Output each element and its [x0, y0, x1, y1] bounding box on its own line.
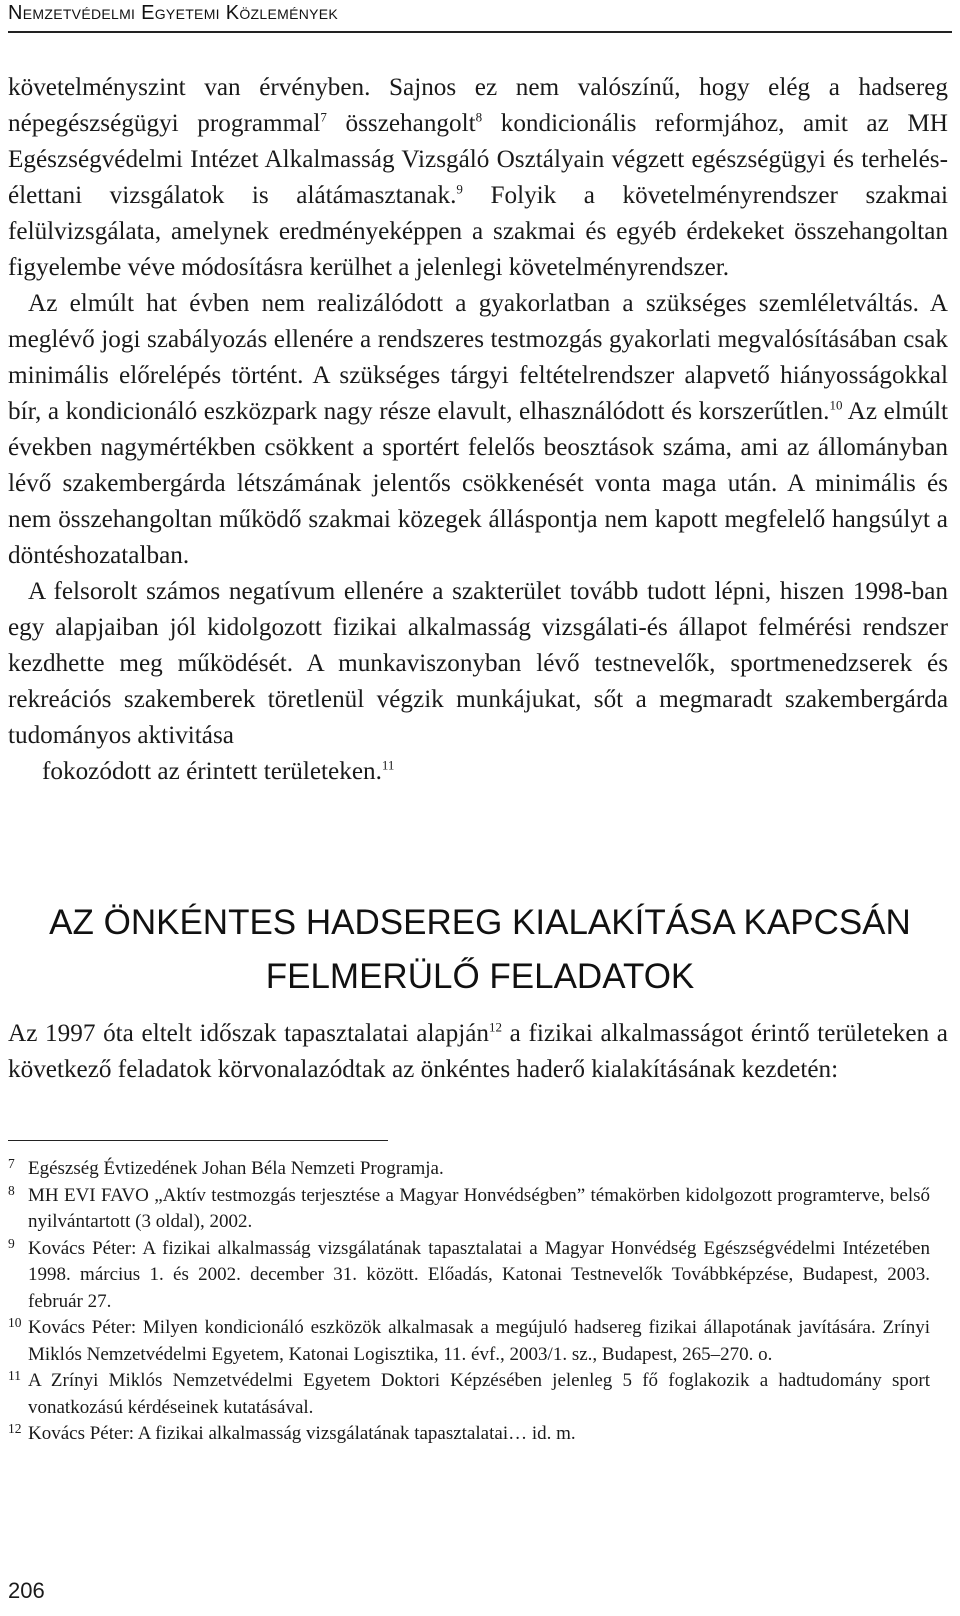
footnote-text: A Zrínyi Miklós Nemzetvédelmi Egyetem Doktori Képzésében jelenleg 5 fő foglakozik a hadtudomány sport vonatkozású kérdéseinek kutatásával. — [28, 1370, 930, 1418]
footnote-ref-7[interactable]: 7 — [320, 109, 327, 125]
footnote-ref-8[interactable]: 8 — [475, 109, 483, 125]
paragraph-1 — [8, 70, 948, 286]
paragraph-2 — [8, 286, 948, 574]
footnote-ref-11[interactable]: 11 — [381, 757, 395, 773]
footnote-number: 7 — [8, 1156, 15, 1171]
footnote-ref-9[interactable]: 9 — [456, 181, 463, 197]
text-run: Folyik a követelményrendszer szakmai felülvizsgálata, amelynek eredményeképpen a szakmai és egyéb érdekeket összehangoltan figyelembe véve módosításra kerülhet a jelenlegi követelményrendszer. — [8, 182, 949, 281]
paragraph-3-end — [8, 754, 948, 790]
footnote-10 — [8, 1315, 930, 1368]
footnote-text: MH EVI FAVO „Aktív testmozgás terjesztése a Magyar Honvédségben” témakörben kidolgozott programterve, belső nyilvántartott (3 oldal), 2002. — [28, 1184, 930, 1232]
footnote-11 — [8, 1368, 930, 1421]
footnote-9 — [8, 1236, 930, 1316]
text-run: Az elmúlt hat évben nem realizálódott a gyakorlatban a szükséges szemléletváltás. A meglévő jogi szabályozás ellenére a rendszeres testmozgás gyakorlati megvalósításában csak minimális előrelépés történt. A szükséges tárgyi feltételrendszer alapvető hiányosságokkal bír, a kondicionáló eszközpark nagy része elavult, elhasználódott és korszerűtlen. — [8, 290, 948, 425]
footnote-text: Kovács Péter: A fizikai alkalmasság vizsgálatának tapasztalatai a Magyar Honvédség Egészségvédelmi Intézetében 1998. március 1. és 2002. december 31. között. Előadás, Katonai Testnevelők Továbbképzése, Budapest, 2003. február 27. — [28, 1237, 930, 1312]
text-run: Az 1997 óta eltelt időszak tapasztalatai alapján — [8, 1020, 489, 1047]
footnote-number: 10 — [8, 1315, 22, 1330]
page-number: 206 — [8, 1578, 45, 1603]
footnote-number: 8 — [8, 1182, 15, 1198]
text-run: A felsorolt számos negatívum ellenére a szakterület tovább tudott lépni, hiszen 1998-ban egy alapjaiban jól kidolgozott fizikai alkalmasság vizsgálati-és állapot felmérési rendszer kezdhette meg működését. A munkaviszonyban lévő testnevelők, sportmenedzserek és rekreációs szakemberek töretlenül végzik munkájukat, sőt a megmaradt szakembergárda tudományos aktivitása — [8, 578, 948, 749]
text-run: a fizikai alkalmasságot érintő területeken a következő feladatok körvonalazódtak az önkéntes haderő kialakításának kezdetén: — [8, 1020, 948, 1083]
text-run: fokozódott az érintett területeken. — [42, 758, 382, 785]
text-run: követelményszint van érvényben. Sajnos ez nem valószínű, hogy elég a hadsereg népegészségügyi programmal — [8, 74, 948, 137]
footnote-number: 11 — [8, 1368, 21, 1383]
heading-line-1: AZ ÖNKÉNTES HADSEREG KIALAKÍTÁSA KAPCSÁN — [49, 903, 911, 942]
footnote-7 — [8, 1156, 930, 1183]
running-header: Nemzetvédelmi Egyetemi Közlemények — [8, 2, 952, 33]
footnote-8 — [8, 1183, 930, 1236]
heading-line-2: FELMERÜLŐ FELADATOK — [265, 957, 695, 996]
footnote-ref-10[interactable]: 10 — [829, 397, 843, 413]
body-text — [8, 70, 948, 790]
paragraph-3 — [8, 574, 948, 754]
footnote-text: Kovács Péter: Milyen kondicionáló eszközök alkalmasak a megújuló hadsereg fizikai állapotának javítására. Zrínyi Miklós Nemzetvédelmi Egyetem, Katonai Logisztika, 11. évf., 2003/1. sz., Budapest, 265–270. o. — [28, 1317, 930, 1365]
footnote-ref-12[interactable]: 12 — [488, 1019, 502, 1035]
text-run: kondicionális reformjához, amit az MH Egészségvédelmi Intézet Alkalmasság Vizsgáló Osztályain végzett egészségügyi és terhelés-élettani vizsgálatok is alátámasztanak. — [8, 110, 948, 209]
footnote-text: Kovács Péter: A fizikai alkalmasság vizsgálatának tapasztalatai… id. m. — [28, 1423, 576, 1444]
footnote-divider — [8, 1140, 388, 1141]
text-run: Az elmúlt években nagymértékben csökkent a sportért felelős beosztások száma, ami az állományban lévő szakembergárda létszámának jelentős csökkenését vonta maga után. A minimális és nem összehangoltan működő szakmai közegek álláspontja nem kapott megfelelő hangsúlyt a döntéshozatalban. — [8, 398, 948, 569]
footnote-12 — [8, 1421, 930, 1448]
section-heading — [0, 896, 960, 1004]
footnote-number: 12 — [8, 1421, 22, 1436]
footnotes — [8, 1156, 930, 1448]
text-run: összehangolt — [326, 110, 476, 137]
intro-paragraph — [8, 1016, 948, 1088]
footnote-text: Egészség Évtizedének Johan Béla Nemzeti Programja. — [28, 1158, 444, 1179]
footnote-number: 9 — [8, 1235, 15, 1251]
